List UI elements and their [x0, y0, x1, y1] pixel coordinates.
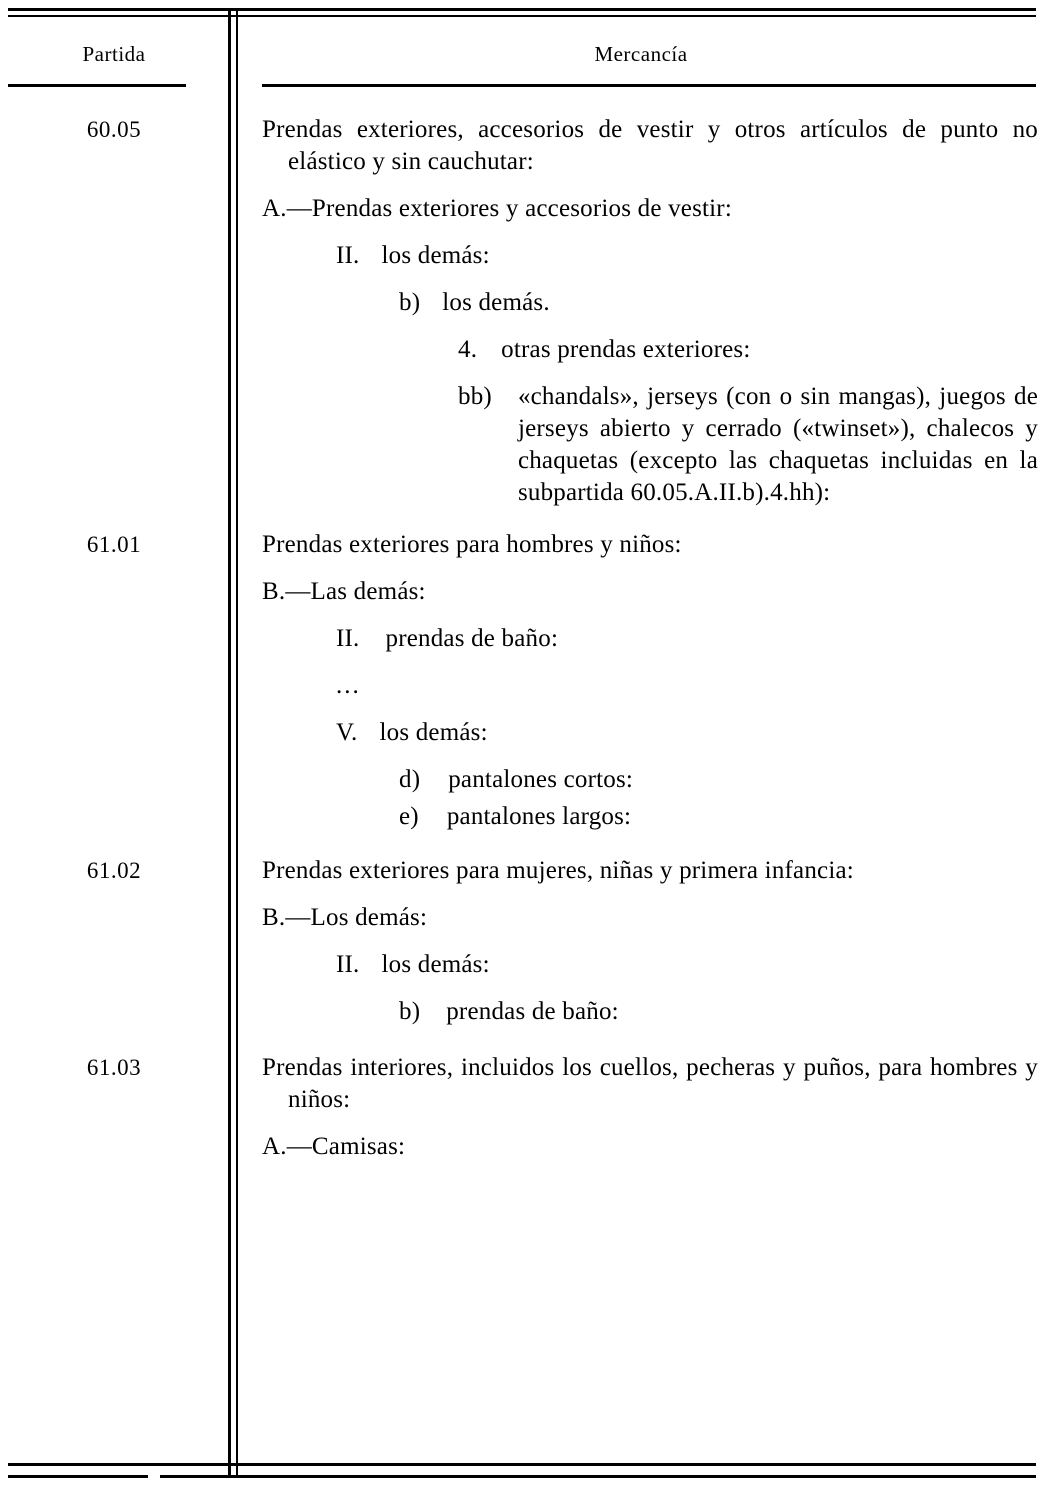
tariff-description: [228, 845, 1044, 1028]
description-level-b: B.—Las demás:: [262, 578, 426, 605]
level-marker-4: 4.: [458, 336, 478, 363]
description-level-e: [399, 801, 1038, 833]
bottom-border-outer-left: [8, 1475, 148, 1478]
table-row: [0, 519, 1044, 833]
description-heading: Prendas exteriores, accesorios de vestir y otros artículos de punto no elástico y sin cauchutar:: [262, 116, 1038, 175]
level-text-ii: prendas de baño:: [385, 625, 559, 652]
description-heading: Prendas exteriores para mujeres, niñas y primera infancia:: [262, 857, 854, 884]
table-row: [0, 845, 1044, 1028]
tariff-description: [228, 104, 1044, 509]
description-level-ii: [336, 623, 1038, 655]
description-level-bb: [458, 381, 1038, 509]
description-ellipsis: ...: [336, 672, 361, 699]
description-heading: Prendas exteriores para hombres y niños:: [262, 531, 682, 558]
top-border-outer: [8, 8, 1036, 11]
description-level-v: [336, 717, 1038, 749]
tariff-code: 61.03: [86, 1055, 142, 1080]
level-text-ii: los demás:: [381, 951, 490, 978]
level-text-b2: prendas de baño:: [446, 998, 619, 1025]
tariff-code: 60.05: [86, 117, 142, 142]
level-text-bb: «chandals», jerseys (con o sin mangas), juegos de jerseys abierto y cerrado («twinset»), chalecos y chaquetas (excepto las chaquetas incluidas en la subpartida 60.05.A.II.b).4.hh):: [517, 383, 1038, 506]
description-level-ii: [336, 949, 1038, 981]
column-header-partida: Partida: [82, 42, 146, 66]
description-level-b: [399, 287, 1038, 319]
tariff-description: [228, 1042, 1044, 1163]
bottom-border-outer-right: [160, 1475, 1036, 1478]
top-border-inner: [8, 15, 1036, 17]
level-text-e: pantalones largos:: [446, 803, 632, 830]
level-text-4: otras prendas exteriores:: [501, 336, 751, 363]
bottom-border-inner: [8, 1463, 1036, 1466]
tariff-code: 61.01: [86, 532, 142, 557]
header-underline-left: [8, 84, 186, 87]
description-level-a: A.—Prendas exteriores y accesorios de vestir:: [262, 195, 732, 222]
level-text-v: los demás:: [379, 719, 488, 746]
level-text-ii: los demás:: [381, 242, 490, 269]
description-level-b2: [399, 996, 1038, 1028]
description-level-4: [458, 334, 1038, 366]
description-level-a: A.—Camisas:: [262, 1133, 406, 1160]
level-text-d: pantalones cortos:: [448, 766, 634, 793]
description-heading: Prendas interiores, incluidos los cuellos, pecheras y puños, para hombres y niños:: [262, 1054, 1038, 1113]
level-marker-ii: II.: [336, 951, 360, 978]
level-marker-e: e): [399, 803, 419, 830]
table-row: [0, 1042, 1044, 1163]
level-marker-b2: b): [399, 998, 421, 1025]
table-row: [0, 104, 1044, 509]
level-marker-ii: II.: [336, 242, 360, 269]
level-marker-b: b): [399, 289, 421, 316]
description-level-b: B.—Los demás:: [262, 904, 428, 931]
table-body: [0, 104, 1044, 1163]
description-level-ii: [336, 240, 1038, 272]
level-marker-ii: II.: [336, 625, 360, 652]
tariff-description: [228, 519, 1044, 833]
header-underline-right: [262, 84, 1036, 87]
column-header-mercancia: Mercancía: [594, 42, 688, 66]
level-text-b: los demás.: [442, 289, 550, 316]
level-marker-v: V.: [336, 719, 358, 746]
level-marker-d: d): [399, 766, 421, 793]
description-level-d: [399, 764, 1038, 796]
level-marker-bb: bb): [458, 383, 492, 410]
tariff-code: 61.02: [86, 858, 142, 883]
